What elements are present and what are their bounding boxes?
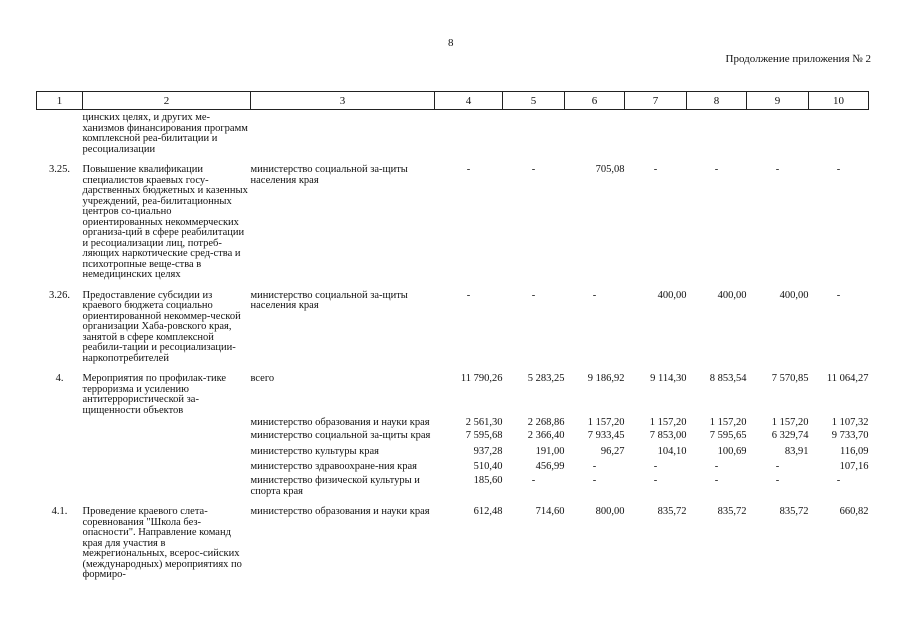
row-number: 4.1. <box>51 506 68 517</box>
column-header: 7 <box>625 92 687 110</box>
column-header: 1 <box>37 92 83 110</box>
funding-value: 1 157,20 <box>709 417 747 428</box>
activity-name <box>83 458 251 473</box>
executor-name: министерство физической культуры и спорта края <box>250 475 420 497</box>
activity-name: Предоставление субсидии из краевого бюджета социально ориентированной некоммер-ческой организации Хаба-ровского края, занятой в сфере комплексной реабили-тации и ресоциализации-наркопотребителей <box>82 289 241 364</box>
funding-value: 835,72 <box>779 506 809 517</box>
funding-value: 100,69 <box>717 446 747 457</box>
funding-value: 11 064,27 <box>826 373 869 384</box>
funding-value: - <box>836 289 841 301</box>
executor-name: министерство социальной за-щиты края <box>250 429 431 441</box>
funding-value: 937,28 <box>473 446 503 457</box>
row-number: 3.25. <box>49 164 70 175</box>
activity-name: Проведение краевого слета-соревнования "Школа без-опасности". Направление команд края для участия в межрегиональных, всерос-сийских (международных) мероприятиях по формиро- <box>82 506 242 580</box>
table-row <box>37 155 869 281</box>
funding-value: - <box>466 164 471 175</box>
table-row <box>37 281 869 365</box>
funding-value <box>503 110 565 156</box>
funding-value: 7 595,65 <box>709 429 747 441</box>
funding-value: - <box>775 475 780 486</box>
column-header: 8 <box>687 92 747 110</box>
funding-value: 9 186,92 <box>587 373 625 384</box>
column-header: 5 <box>503 92 565 110</box>
funding-value: - <box>653 460 658 472</box>
executor-name: всего <box>250 373 275 384</box>
column-header: 3 <box>251 92 435 110</box>
activity-name: Мероприятия по профилак-тике терроризма и усилению антитеррористической за-щищенности объектов <box>82 373 227 416</box>
funding-value: 2 561,30 <box>465 417 503 428</box>
funding-value: - <box>592 460 597 472</box>
funding-value: 7 933,45 <box>587 429 625 441</box>
column-header: 4 <box>435 92 503 110</box>
funding-value: 107,16 <box>839 460 869 472</box>
row-number <box>37 416 83 429</box>
funding-value: - <box>775 164 780 175</box>
executor-name: министерство здравоохране-ния края <box>250 460 417 472</box>
funding-value: 400,00 <box>657 289 687 301</box>
funding-value: - <box>466 289 471 301</box>
funding-value: 1 107,32 <box>831 417 869 428</box>
funding-value: 835,72 <box>657 506 687 517</box>
funding-value: 7 853,00 <box>649 429 687 441</box>
activity-name <box>83 416 251 429</box>
funding-value: - <box>836 475 841 486</box>
funding-value: 116,09 <box>840 446 869 457</box>
table-row <box>37 110 869 156</box>
executor-name: министерство образования и науки края <box>250 506 430 517</box>
funding-value: 400,00 <box>717 289 747 301</box>
table-row <box>37 497 869 581</box>
funding-value: 191,00 <box>535 446 565 457</box>
funding-value: 7 595,68 <box>465 429 503 441</box>
row-number <box>37 110 83 156</box>
funding-value: 7 570,85 <box>771 373 809 384</box>
funding-value: 705,08 <box>595 164 625 175</box>
activity-name <box>83 429 251 442</box>
executor-name <box>251 110 435 156</box>
appendix-table <box>36 91 869 581</box>
funding-value: 1 157,20 <box>771 417 809 428</box>
funding-value: 400,00 <box>779 289 809 301</box>
funding-value: 96,27 <box>600 446 625 457</box>
column-header: 10 <box>809 92 869 110</box>
column-header: 6 <box>565 92 625 110</box>
funding-value: 83,91 <box>784 446 809 457</box>
page-number: 8 <box>448 37 454 49</box>
table-row <box>37 441 869 458</box>
funding-value: 2 268,86 <box>527 417 565 428</box>
column-header: 9 <box>747 92 809 110</box>
activity-name: Повышение квалификации специалистов краевых госу-дарственных бюджетных и казенных учреждений, реа-билитационных центров со-циально ориентированных некоммерческих организа-ций в сфере реабилитации и ресоциализации лиц, потреб-ляющих наркотические сред-ства и психотропные веще-ства в немедицинских целях <box>82 164 248 280</box>
funding-value: - <box>531 164 536 175</box>
funding-value: - <box>592 475 597 486</box>
executor-name: министерство социальной за-щиты населения края <box>250 164 408 186</box>
funding-value: 714,60 <box>535 506 565 517</box>
executor-name: министерство культуры края <box>250 446 380 457</box>
funding-value <box>435 110 503 156</box>
funding-value <box>809 110 869 156</box>
activity-name <box>83 441 251 458</box>
column-header: 2 <box>83 92 251 110</box>
funding-value: 612,48 <box>473 506 503 517</box>
funding-value: 9 733,70 <box>831 429 869 441</box>
funding-value <box>687 110 747 156</box>
funding-value <box>565 110 625 156</box>
funding-value: 835,72 <box>717 506 747 517</box>
activity-name: цинских целях, и других ме-ханизмов финансирования программ комплексной реа-билитации и ресоциализации <box>82 112 248 155</box>
funding-value: - <box>714 460 719 472</box>
funding-value: - <box>714 164 719 175</box>
funding-value: - <box>653 164 658 175</box>
funding-value: 660,82 <box>839 506 869 517</box>
funding-value: 8 853,54 <box>709 373 747 384</box>
row-number: 4. <box>55 373 64 384</box>
table-row <box>37 458 869 473</box>
funding-value <box>747 110 809 156</box>
funding-value: - <box>775 460 780 472</box>
funding-value: 1 157,20 <box>587 417 625 428</box>
funding-value: 800,00 <box>595 506 625 517</box>
table-row <box>37 364 869 416</box>
funding-value: 11 790,26 <box>460 373 503 384</box>
funding-value: 6 329,74 <box>771 429 809 441</box>
funding-value: - <box>531 475 536 486</box>
activity-name <box>83 472 251 497</box>
row-number <box>37 458 83 473</box>
funding-value <box>625 110 687 156</box>
row-number <box>37 441 83 458</box>
funding-value: 104,10 <box>657 446 687 457</box>
funding-value: 510,40 <box>473 460 503 472</box>
funding-value: - <box>592 289 597 301</box>
funding-value: 9 114,30 <box>650 373 687 384</box>
table-row <box>37 416 869 429</box>
table-row <box>37 429 869 442</box>
row-number <box>37 472 83 497</box>
row-number <box>37 429 83 442</box>
table-row <box>37 472 869 497</box>
funding-value: 5 283,25 <box>527 373 565 384</box>
funding-value: - <box>714 475 719 486</box>
table-header-row <box>37 92 869 110</box>
funding-value: 185,60 <box>473 475 503 486</box>
funding-value: 456,99 <box>535 460 565 472</box>
funding-value: 1 157,20 <box>649 417 687 428</box>
funding-value: - <box>531 289 536 301</box>
executor-name: министерство социальной за-щиты населения края <box>250 289 408 311</box>
executor-name: министерство образования и науки края <box>250 417 430 428</box>
row-number: 3.26. <box>49 289 70 301</box>
funding-value: - <box>836 164 841 175</box>
funding-value: - <box>653 475 658 486</box>
appendix-continuation-label: Продолжение приложения № 2 <box>725 53 871 65</box>
funding-value: 2 366,40 <box>527 429 565 441</box>
